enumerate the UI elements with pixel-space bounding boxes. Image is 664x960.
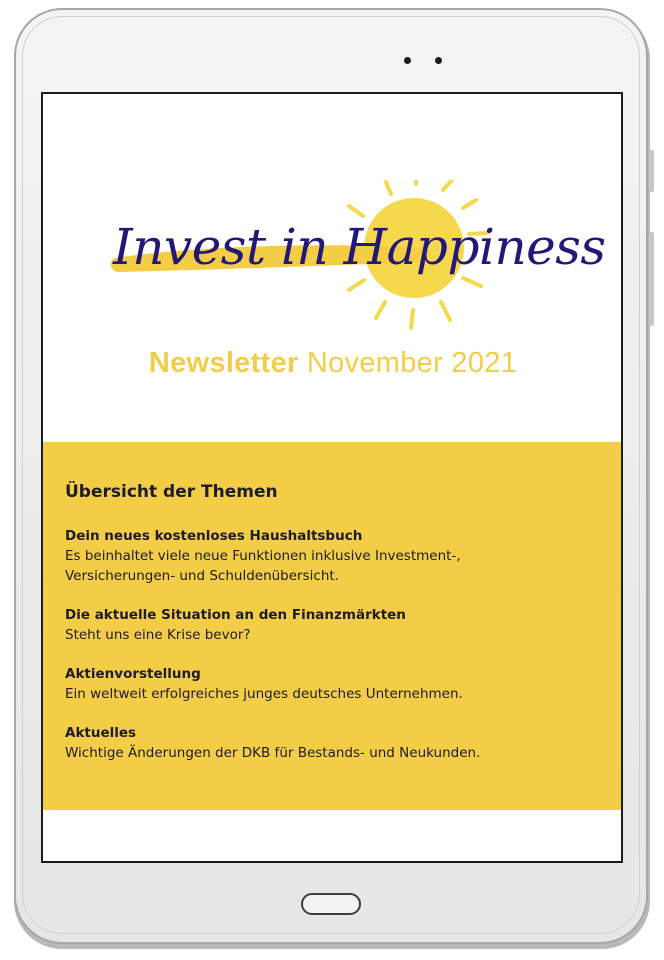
topic-description: Versicherungen- und Schuldenübersicht. <box>65 568 339 584</box>
topic-item-haushaltsbuch[interactable] <box>65 526 595 586</box>
topic-item-aktienvorstellung[interactable] <box>65 664 595 704</box>
topic-item-aktuelles[interactable] <box>65 723 595 763</box>
volume-up-button[interactable] <box>649 150 654 192</box>
topic-item-finanzmaerkte[interactable] <box>65 605 595 645</box>
camera-icon <box>404 57 411 64</box>
topic-description: Ein weltweit erfolgreiches junges deutsches Unternehmen. <box>65 686 463 702</box>
tablet-screen <box>41 92 623 863</box>
volume-down-button[interactable] <box>649 232 654 326</box>
topic-description: Steht uns eine Krise bevor? <box>65 627 251 643</box>
sensor-icon <box>435 57 442 64</box>
newsletter-label: Newsletter <box>148 347 299 379</box>
topics-section <box>43 442 623 810</box>
topic-title: Aktienvorstellung <box>65 666 201 682</box>
newsletter-date: November 2021 <box>306 347 518 379</box>
topics-heading: Übersicht der Themen <box>65 482 278 502</box>
topic-title: Dein neues kostenloses Haushaltsbuch <box>65 528 363 544</box>
invest-in-happiness-logo <box>103 180 606 340</box>
topic-description: Es beinhaltet viele neue Funktionen inklusive Investment-, <box>65 548 461 564</box>
home-button[interactable] <box>301 893 361 915</box>
topic-title: Die aktuelle Situation an den Finanzmärkten <box>65 607 406 623</box>
topic-title: Aktuelles <box>65 725 137 741</box>
logo-script-text: Invest in Happiness <box>113 218 606 276</box>
topic-description: Wichtige Änderungen der DKB für Bestands- und Neukunden. <box>65 745 481 761</box>
newsletter-title <box>43 347 623 380</box>
